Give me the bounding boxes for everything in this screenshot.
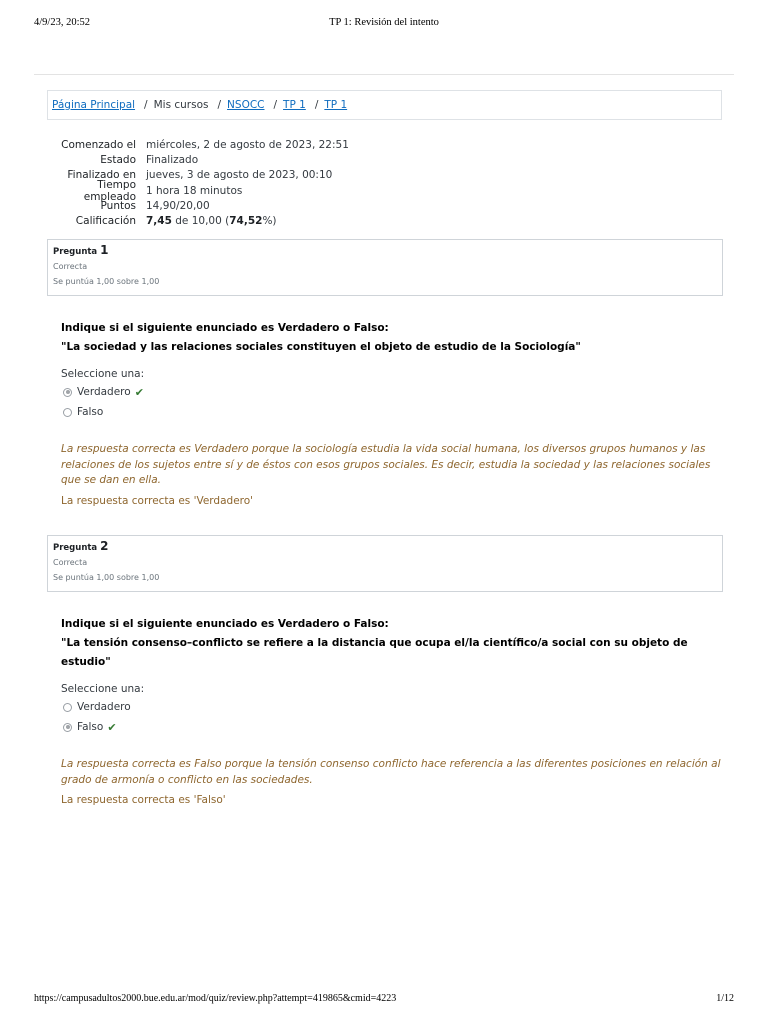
question-number bbox=[53, 243, 717, 259]
print-header bbox=[34, 17, 734, 31]
summary-label: Estado bbox=[100, 153, 136, 166]
summary-value: Finalizado bbox=[146, 153, 199, 166]
option-label: Verdadero bbox=[77, 386, 131, 398]
summary-label: Finalizado en bbox=[67, 169, 136, 182]
summary-label: Calificación bbox=[75, 215, 136, 228]
breadcrumb-quiz-link[interactable]: TP 1 bbox=[324, 99, 348, 111]
print-date: 4/9/23, 20:52 bbox=[34, 17, 91, 28]
radio-unchecked-icon[interactable] bbox=[63, 408, 72, 417]
question-info-1 bbox=[47, 239, 723, 296]
grade-mid: de 10,00 ( bbox=[171, 215, 230, 228]
attempt-summary bbox=[50, 137, 349, 229]
grade-tail: %) bbox=[262, 215, 277, 228]
breadcrumb-separator: / bbox=[314, 99, 319, 111]
radio-checked-icon[interactable] bbox=[63, 388, 72, 397]
page-url: https://campusadultos2000.bue.edu.ar/mod/quiz/review.php?attempt=419865&cmid=4223 bbox=[34, 993, 397, 1004]
summary-grade-row bbox=[50, 213, 349, 228]
option-label: Falso bbox=[77, 406, 104, 418]
breadcrumb bbox=[47, 90, 722, 120]
summary-value: 1 hora 18 minutos bbox=[146, 184, 243, 197]
summary-state-row bbox=[50, 152, 349, 167]
option-label: Verdadero bbox=[77, 701, 131, 713]
grade-percent: 74,52 bbox=[229, 215, 263, 228]
summary-grade-value bbox=[146, 215, 277, 227]
summary-marks-row bbox=[50, 198, 349, 213]
question-state: Correcta bbox=[53, 558, 88, 567]
summary-value: miércoles, 2 de agosto de 2023, 22:51 bbox=[146, 138, 349, 151]
question-number-value: 1 bbox=[100, 243, 109, 257]
print-title: TP 1: Revisión del intento bbox=[329, 17, 439, 28]
page-number: 1/12 bbox=[716, 993, 734, 1004]
general-feedback: La respuesta correcta es Verdadero porque la sociología estudia la vida social humana, los diversos grupos humanos y las relaciones de los sujetos entre sí y de éstos con esos grupos sociales. Es decir, estudia la sociedad y las relaciones sociales que se dan en ella. bbox=[61, 443, 711, 486]
option-falso[interactable] bbox=[63, 402, 721, 422]
divider bbox=[34, 74, 734, 75]
right-answer: La respuesta correcta es 'Verdadero' bbox=[61, 494, 254, 507]
summary-label: Tiempo empleado bbox=[83, 178, 136, 203]
question-statement: "La sociedad y las relaciones sociales constituyen el objeto de estudio de la Sociología" bbox=[61, 341, 581, 353]
question-state: Correcta bbox=[53, 262, 88, 271]
summary-label: Puntos bbox=[100, 199, 136, 212]
breadcrumb-separator: / bbox=[217, 99, 222, 111]
question-info-2 bbox=[47, 535, 723, 592]
question-label: Pregunta bbox=[53, 543, 98, 553]
breadcrumb-home-link[interactable]: Página Principal bbox=[52, 99, 136, 111]
question-number-value: 2 bbox=[100, 539, 109, 553]
summary-label: Comenzado el bbox=[61, 138, 136, 151]
question-text-line: Indique si el siguiente enunciado es Verdadero o Falso: bbox=[61, 618, 389, 630]
summary-started-row bbox=[50, 137, 349, 152]
question-number bbox=[53, 539, 717, 555]
right-answer: La respuesta correcta es 'Falso' bbox=[61, 794, 226, 806]
answer-prompt: Seleccione una: bbox=[61, 368, 145, 380]
check-icon: ✔ bbox=[107, 720, 117, 734]
option-verdadero[interactable] bbox=[63, 697, 721, 717]
breadcrumb-section-link[interactable]: TP 1 bbox=[283, 99, 306, 111]
answer-prompt: Seleccione una: bbox=[61, 683, 145, 695]
option-label: Falso bbox=[77, 721, 104, 733]
question-grade: Se puntúa 1,00 sobre 1,00 bbox=[53, 573, 160, 582]
general-feedback: La respuesta correcta es Falso porque la tensión consenso conflicto hace referencia a las diferentes posiciones en relación al grado de armonía o conflicto en las sociedades. bbox=[61, 758, 721, 786]
grade-score: 7,45 bbox=[146, 215, 172, 228]
summary-value: jueves, 3 de agosto de 2023, 00:10 bbox=[146, 169, 333, 182]
question-label: Pregunta bbox=[53, 247, 98, 257]
question-grade: Se puntúa 1,00 sobre 1,00 bbox=[53, 277, 160, 286]
summary-value: 14,90/20,00 bbox=[146, 199, 210, 212]
breadcrumb-my-courses: Mis cursos bbox=[153, 99, 209, 111]
breadcrumb-course-link[interactable]: NSOCC bbox=[227, 99, 265, 111]
question-text-line: Indique si el siguiente enunciado es Verdadero o Falso: bbox=[61, 322, 389, 334]
breadcrumb-separator: / bbox=[273, 99, 278, 111]
option-verdadero[interactable] bbox=[63, 382, 721, 402]
question-content-2 bbox=[61, 615, 721, 808]
check-icon: ✔ bbox=[134, 385, 144, 399]
option-falso[interactable] bbox=[63, 717, 721, 737]
radio-checked-icon[interactable] bbox=[63, 723, 72, 732]
radio-unchecked-icon[interactable] bbox=[63, 703, 72, 712]
question-content-1 bbox=[61, 319, 721, 509]
print-footer bbox=[34, 993, 734, 1007]
breadcrumb-separator: / bbox=[144, 99, 148, 111]
summary-time-row bbox=[50, 178, 349, 203]
question-statement: "La tensión consenso–conflicto se refiere a la distancia que ocupa el/la científico/a social con su objeto de estudio" bbox=[61, 637, 688, 668]
